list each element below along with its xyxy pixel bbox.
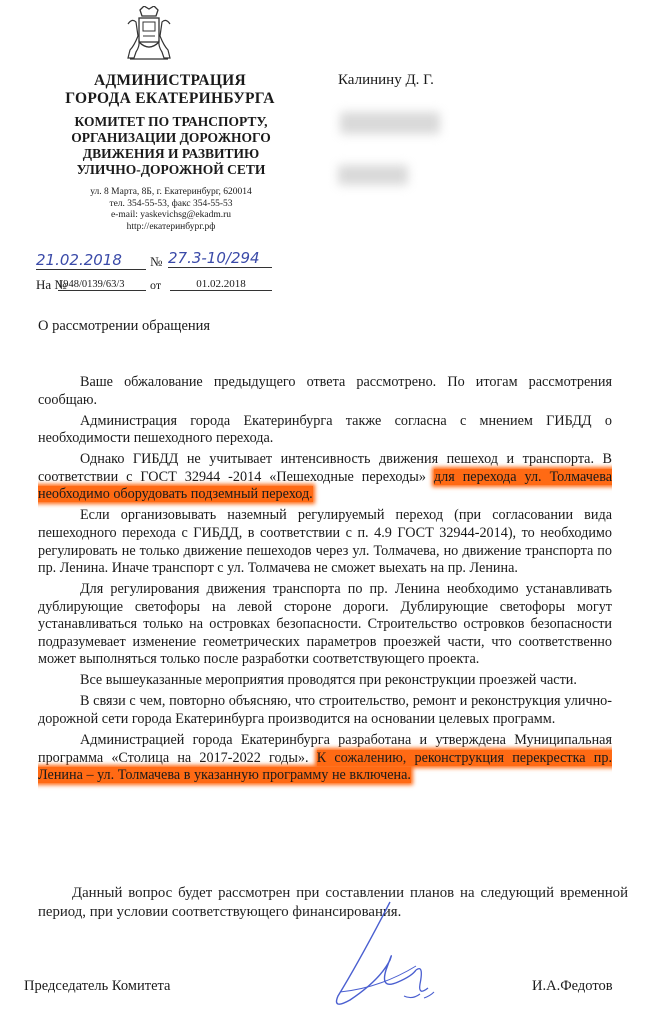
- body-paragraph-3: [38, 451, 612, 504]
- dept-title-line-1: КОМИТЕТ ПО ТРАНСПОРТУ,: [74, 114, 268, 129]
- contact-details: [40, 187, 302, 233]
- redacted-recipient-address: [338, 165, 408, 185]
- redacted-recipient-line: [340, 112, 440, 134]
- signatory-title: Председатель Комитета: [24, 978, 171, 994]
- body-paragraph-5: Для регулирования движения транспорта по пр. Ленина необходимо устанавливать дублирующие светофоры на левой стороне дороги. Дублирующие светофоры могут устанавливаться только на островках безопасности. Строительство островков безопасности подразумевает изменение геометрических параметров проезжей части, что соответственно может выполняться только после разработки соответствующего проекта.: [38, 581, 612, 668]
- body-paragraph-2: Администрация города Екатеринбурга также согласна с мнением ГИБДД о необходимости пешеходного перехода.: [38, 412, 612, 447]
- registration-date-handwritten: 21.02.2018: [36, 251, 146, 270]
- body-paragraph-6: Все вышеуказанные мероприятия проводятся при реконструкции проезжей части.: [80, 672, 577, 689]
- website: http://екатеринбург.рф: [126, 221, 216, 232]
- signatory-name: И.А.Федотов: [532, 978, 613, 994]
- handwritten-signature: [320, 900, 480, 1020]
- org-title-line-1: АДМИНИСТРАЦИЯ: [93, 72, 247, 89]
- recipient-name: Калинину Д. Г.: [338, 72, 434, 88]
- reference-date: 01.02.2018: [170, 278, 272, 291]
- dept-title-line-4: УЛИЧНО-ДОРОЖНОЙ СЕТИ: [76, 162, 266, 177]
- body-paragraph-7: В связи с чем, повторно объясняю, что строительство, ремонт и реконструкция улично-дорожной сети города Екатеринбурга производится на основании целевых программ.: [38, 693, 612, 728]
- dept-title-line-3: ДВИЖЕНИЯ И РАЗВИТИЮ: [82, 146, 260, 161]
- highlighted-underground-crossing: для перехода ул. Толмачева необходимо оборудовать подземный переход.: [38, 468, 613, 503]
- closing-paragraph: Данный вопрос будет рассмотрен при составлении планов на следующий временной период, при условии соответствующего финансирования.: [38, 885, 628, 920]
- paragraph-8-text: Администрацией города Екатеринбурга разработана и утверждена Муниципальная программа «Столица на 2017-2022 годы».: [38, 732, 612, 766]
- org-title-line-2: ГОРОДА ЕКАТЕРИНБУРГА: [65, 90, 275, 107]
- dept-title-line-2: ОРГАНИЗАЦИИ ДОРОЖНОГО: [71, 130, 271, 145]
- email: e-mail: yaskevichsg@ekadm.ru: [110, 210, 232, 220]
- registration-number-label: №: [150, 254, 163, 269]
- body-paragraph-8: [38, 732, 612, 785]
- organization-title: [36, 72, 304, 108]
- address: ул. 8 Марта, 8Б, г. Екатеринбург, 620014: [90, 187, 252, 197]
- registration-number-handwritten: 27.3-10/294: [168, 249, 272, 268]
- reference-number: 1948/0139/63/3: [58, 279, 146, 291]
- reference-from-label: от: [150, 278, 162, 292]
- reference-label: На №: [36, 277, 67, 292]
- letter-subject: О рассмотрении обращения: [38, 318, 211, 334]
- paragraph-3-text: Однако ГИБДД не учитывает интенсивность движения пешеход и транспорта. В соответствии с ГОСТ 32944 -2014 «Пешеходные переходы»: [38, 451, 612, 485]
- coat-of-arms-emblem: [126, 6, 172, 62]
- department-title: [40, 114, 302, 178]
- phone-fax: тел. 354-55-53, факс 354-55-53: [109, 198, 233, 209]
- highlighted-program-exclusion: К сожалению, реконструкция перекрестка пр. Ленина – ул. Толмачева в указанную программу не включена.: [38, 749, 612, 784]
- letter-body: [38, 374, 612, 788]
- body-paragraph-1: Ваше обжалование предыдущего ответа рассмотрено. По итогам рассмотрения сообщаю.: [38, 374, 612, 408]
- body-paragraph-4: Если организовывать наземный регулируемый переход (при согласовании вида пешеходного перехода с ГИБДД, в соответствии с п. 4.9 ГОСТ 32944-2014), то необходимо регулировать не только движение пешеходов через ул. Толмачева, но движение транспорта по пр. Ленина. Иначе транспорт с ул. Толмачева не сможет выехать на пр. Ленина.: [38, 507, 612, 577]
